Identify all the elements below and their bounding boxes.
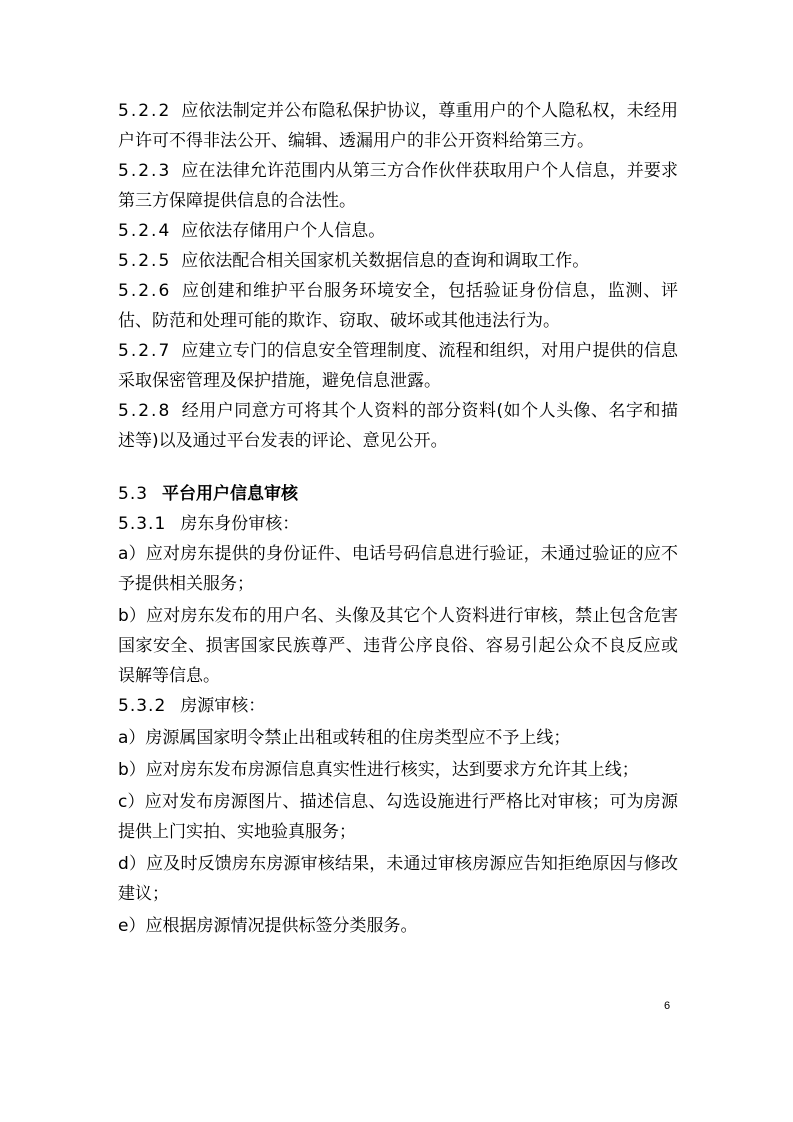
clause-text: 应在法律允许范围内从第三方合作伙伴获取用户个人信息，并要求第三方保障提供信息的合法性。 bbox=[118, 161, 678, 211]
clause-text: 应依法存储用户个人信息。 bbox=[181, 221, 386, 241]
list-item: c）应对发布房源图片、描述信息、勾选设施进行严格比对审核；可为房源提供上门实拍、实地验真服务； bbox=[118, 792, 678, 842]
clause-number: 5.2.2 bbox=[118, 101, 172, 121]
list-item: a）房源属国家明令禁止出租或转租的住房类型应不予上线； bbox=[118, 728, 571, 748]
clause-5-2-6 bbox=[118, 276, 678, 336]
subsection-number: 5.3.2 bbox=[118, 696, 167, 716]
clause-5-2-8 bbox=[118, 396, 678, 456]
list-item: b）应对房东发布房源信息真实性进行核实，达到要求方允许其上线； bbox=[118, 760, 639, 780]
clause-number: 5.2.5 bbox=[118, 251, 172, 271]
clause-5-2-3 bbox=[118, 156, 678, 216]
clause-text: 应依法制定并公布隐私保护协议，尊重用户的个人隐私权，未经用户许可不得非法公开、编辑、透漏用户的非公开资料给第三方。 bbox=[118, 101, 678, 151]
clause-text: 应创建和维护平台服务环境安全，包括验证身份信息，监测、评估、防范和处理可能的欺诈、窃取、破坏或其他违法行为。 bbox=[118, 281, 678, 331]
clause-5-2-5 bbox=[118, 246, 678, 276]
clause-text: 应建立专门的信息安全管理制度、流程和组织，对用户提供的信息采取保密管理及保护措施，避免信息泄露。 bbox=[118, 341, 678, 391]
subsection-title-text: 房源审核： bbox=[180, 696, 266, 716]
subsection-title-text: 房东身份审核： bbox=[180, 514, 300, 534]
clause-number: 5.2.3 bbox=[118, 161, 172, 181]
subsection-heading-5-3-1 bbox=[118, 509, 678, 539]
section-heading-5-3 bbox=[118, 479, 678, 509]
list-item: e）应根据房源情况提供标签分类服务。 bbox=[118, 916, 418, 936]
clause-text: 应依法配合相关国家机关数据信息的查询和调取工作。 bbox=[181, 251, 590, 271]
clause-text: 经用户同意方可将其个人资料的部分资料(如个人头像、名字和描述等)以及通过平台发表的评论、意见公开。 bbox=[118, 401, 678, 451]
clause-number: 5.2.6 bbox=[118, 281, 172, 301]
list-item: b）应对房东发布的用户名、头像及其它个人资料进行审核，禁止包含危害国家安全、损害国家民族尊严、违背公序良俗、容易引起公众不良反应或误解等信息。 bbox=[118, 606, 678, 686]
clause-5-2-2 bbox=[118, 96, 678, 156]
clause-number: 5.2.8 bbox=[118, 401, 172, 421]
clause-number: 5.2.7 bbox=[118, 341, 172, 361]
page-content bbox=[118, 96, 678, 941]
section-title-text: 平台用户信息审核 bbox=[162, 484, 299, 504]
subsection-number: 5.3.1 bbox=[118, 514, 167, 534]
page-number: 6 bbox=[664, 1000, 671, 1012]
clause-5-2-7 bbox=[118, 336, 678, 396]
clause-5-2-4 bbox=[118, 216, 678, 246]
list-item: d）应及时反馈房东房源审核结果，未通过审核房源应告知拒绝原因与修改建议； bbox=[118, 854, 678, 904]
subsection-heading-5-3-2 bbox=[118, 691, 678, 721]
section-spacer bbox=[118, 456, 678, 479]
clause-number: 5.2.4 bbox=[118, 221, 172, 241]
section-number: 5.3 bbox=[118, 484, 149, 504]
list-item: a）应对房东提供的身份证件、电话号码信息进行验证，未通过验证的应不予提供相关服务； bbox=[118, 544, 678, 594]
